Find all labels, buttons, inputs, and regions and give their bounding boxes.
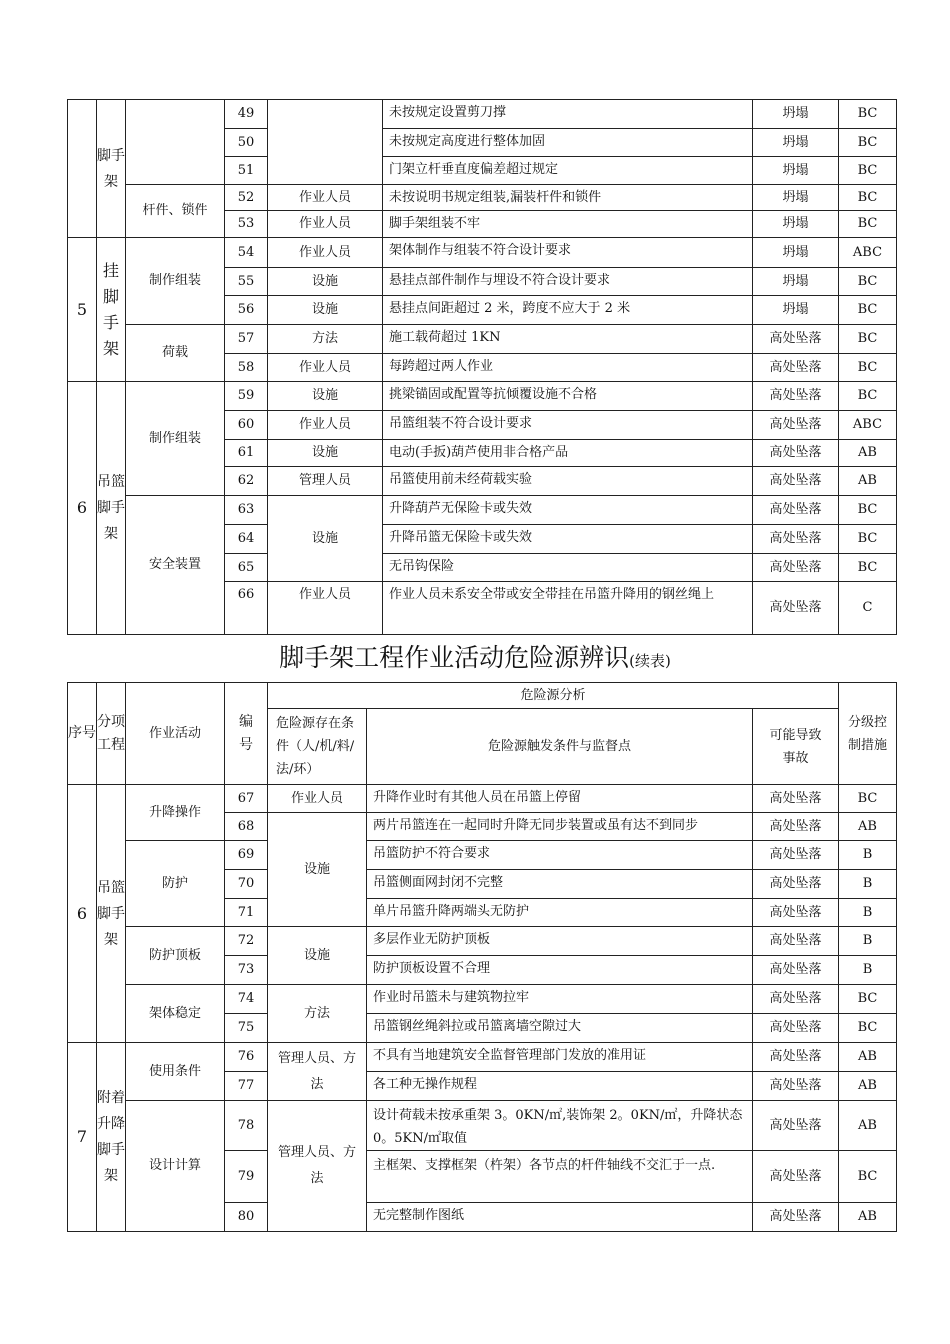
num-cell: 51: [225, 157, 268, 185]
control-cell: AB: [839, 1101, 897, 1151]
item-cell: 附着升降脚手架: [97, 1043, 126, 1232]
control-cell: BC: [839, 554, 897, 582]
num-cell: 66: [225, 582, 268, 635]
accident-cell: 高处坠落: [753, 411, 839, 440]
accident-cell: 坍塌: [753, 129, 839, 157]
num-cell: 76: [225, 1043, 268, 1072]
trigger-cell: 无完整制作图纸: [367, 1203, 753, 1232]
seq-cell: [68, 100, 97, 238]
header-num: 编号: [225, 683, 268, 785]
num-cell: 65: [225, 554, 268, 582]
table-row: [68, 382, 897, 411]
control-cell: BC: [839, 496, 897, 525]
trigger-cell: 施工载荷超过 1KN: [383, 325, 753, 354]
accident-cell: 高处坠落: [753, 1203, 839, 1232]
trigger-cell: 升降葫芦无保险卡或失效: [383, 496, 753, 525]
control-cell: BC: [839, 785, 897, 813]
num-cell: 77: [225, 1072, 268, 1101]
num-cell: 74: [225, 985, 268, 1014]
header-item: 分项工程: [97, 683, 126, 785]
trigger-cell: 悬挂点间距超过 2 米，跨度不应大于 2 米: [383, 296, 753, 325]
accident-cell: 高处坠落: [753, 870, 839, 899]
control-cell: C: [839, 582, 897, 635]
trigger-cell: 设计荷载未按承重架 3。0KN/㎡,装饰架 2。0KN/㎡，升降状态 0。5KN/㎡取值: [367, 1101, 753, 1151]
trigger-cell: 每跨超过两人作业: [383, 354, 753, 382]
condition-cell: 作业人员: [268, 785, 367, 813]
condition-cell: 管理人员: [268, 467, 383, 496]
seq-cell: 6: [68, 382, 97, 635]
control-cell: AB: [839, 1203, 897, 1232]
trigger-cell: 门架立杆垂直度偏差超过规定: [383, 157, 753, 185]
trigger-cell: 防护顶板设置不合理: [367, 956, 753, 985]
header-analysis: 危险源分析: [268, 683, 839, 709]
title-suffix: (续表): [629, 652, 671, 670]
seq-cell: 6: [68, 785, 97, 1043]
accident-cell: 高处坠落: [753, 785, 839, 813]
header-seq: 序号: [68, 683, 97, 785]
seq-cell: 5: [68, 238, 97, 382]
item-cell: 吊篮脚手架: [97, 382, 126, 635]
control-cell: BC: [839, 985, 897, 1014]
header-trigger: 危险源触发条件与监督点: [367, 709, 753, 785]
table-row: [68, 185, 897, 211]
num-cell: 73: [225, 956, 268, 985]
num-cell: 68: [225, 813, 268, 841]
activity-cell: 防护: [126, 841, 225, 927]
accident-cell: 高处坠落: [753, 813, 839, 841]
condition-cell: 作业人员: [268, 582, 383, 635]
activity-cell: 升降操作: [126, 785, 225, 841]
trigger-cell: 电动(手扳)葫芦使用非合格产品: [383, 440, 753, 467]
control-cell: BC: [839, 211, 897, 238]
header-condition: 危险源存在条件（人/机/料/法/环）: [268, 709, 367, 785]
accident-cell: 高处坠落: [753, 1101, 839, 1151]
num-cell: 69: [225, 841, 268, 870]
control-cell: AB: [839, 467, 897, 496]
num-cell: 78: [225, 1101, 268, 1151]
control-cell: ABC: [839, 411, 897, 440]
control-cell: B: [839, 927, 897, 956]
condition-cell: 作业人员: [268, 411, 383, 440]
control-cell: B: [839, 899, 897, 927]
accident-cell: 高处坠落: [753, 467, 839, 496]
condition-cell: [268, 100, 383, 185]
seq-cell: 7: [68, 1043, 97, 1232]
control-cell: BC: [839, 1151, 897, 1203]
hazard-table-part1: [67, 99, 897, 635]
trigger-cell: 单片吊篮升降两端头无防护: [367, 899, 753, 927]
trigger-cell: 吊篮钢丝绳斜拉或吊篮离墙空隙过大: [367, 1014, 753, 1043]
num-cell: 75: [225, 1014, 268, 1043]
activity-cell: 防护顶板: [126, 927, 225, 985]
accident-cell: 坍塌: [753, 268, 839, 296]
control-cell: BC: [839, 382, 897, 411]
condition-cell: 作业人员: [268, 185, 383, 211]
control-cell: BC: [839, 325, 897, 354]
accident-cell: 高处坠落: [753, 1151, 839, 1203]
num-cell: 55: [225, 268, 268, 296]
accident-cell: 高处坠落: [753, 1072, 839, 1101]
header-accident: 可能导致事故: [753, 709, 839, 785]
accident-cell: 高处坠落: [753, 440, 839, 467]
control-cell: BC: [839, 1014, 897, 1043]
trigger-cell: 吊篮侧面网封闭不完整: [367, 870, 753, 899]
activity-cell: 架体稳定: [126, 985, 225, 1043]
accident-cell: 高处坠落: [753, 985, 839, 1014]
condition-cell: 设施: [268, 440, 383, 467]
condition-cell: 作业人员: [268, 238, 383, 268]
trigger-cell: 吊篮使用前未经荷载实验: [383, 467, 753, 496]
accident-cell: 高处坠落: [753, 927, 839, 956]
num-cell: 71: [225, 899, 268, 927]
trigger-cell: 升降吊篮无保险卡或失效: [383, 525, 753, 554]
control-cell: AB: [839, 1043, 897, 1072]
item-cell: 吊篮脚手架: [97, 785, 126, 1043]
table-row: [68, 841, 897, 870]
accident-cell: 高处坠落: [753, 354, 839, 382]
num-cell: 56: [225, 296, 268, 325]
trigger-cell: 吊篮组装不符合设计要求: [383, 411, 753, 440]
num-cell: 59: [225, 382, 268, 411]
condition-cell: 方法: [268, 985, 367, 1043]
num-cell: 49: [225, 100, 268, 129]
table-row: [68, 238, 897, 268]
table-row: [68, 100, 897, 129]
accident-cell: 高处坠落: [753, 554, 839, 582]
item-cell: 脚手架: [97, 100, 126, 238]
num-cell: 52: [225, 185, 268, 211]
num-cell: 79: [225, 1151, 268, 1203]
trigger-cell: 吊篮防护不符合要求: [367, 841, 753, 870]
control-cell: BC: [839, 296, 897, 325]
table-row: [68, 785, 897, 813]
activity-cell: 安全装置: [126, 496, 225, 635]
num-cell: 50: [225, 129, 268, 157]
num-cell: 58: [225, 354, 268, 382]
trigger-cell: 未按说明书规定组装,漏装杆件和锁件: [383, 185, 753, 211]
accident-cell: 高处坠落: [753, 582, 839, 635]
page-title: [0, 640, 950, 679]
accident-cell: 高处坠落: [753, 1043, 839, 1072]
trigger-cell: 未按规定高度进行整体加固: [383, 129, 753, 157]
trigger-cell: 架体制作与组装不符合设计要求: [383, 238, 753, 268]
activity-cell: 设计计算: [126, 1101, 225, 1232]
hazard-table-part2: [67, 682, 897, 1232]
accident-cell: 坍塌: [753, 100, 839, 129]
condition-cell: 设施: [268, 813, 367, 927]
accident-cell: 高处坠落: [753, 841, 839, 870]
table-header-row: [68, 683, 897, 709]
condition-cell: 作业人员: [268, 211, 383, 238]
condition-cell: 设施: [268, 296, 383, 325]
trigger-cell: 作业人员未系安全带或安全带挂在吊篮升降用的钢丝绳上: [383, 582, 753, 635]
control-cell: BC: [839, 268, 897, 296]
accident-cell: 高处坠落: [753, 325, 839, 354]
control-cell: B: [839, 870, 897, 899]
table-row: [68, 325, 897, 354]
trigger-cell: 悬挂点部件制作与埋设不符合设计要求: [383, 268, 753, 296]
condition-cell: 管理人员、方法: [268, 1043, 367, 1101]
accident-cell: 坍塌: [753, 185, 839, 211]
header-activity: 作业活动: [126, 683, 225, 785]
accident-cell: 高处坠落: [753, 956, 839, 985]
title-text: 脚手架工程作业活动危险源辨识: [279, 643, 630, 672]
trigger-cell: 两片吊篮连在一起同时升降无同步装置或虽有达不到同步: [367, 813, 753, 841]
condition-cell: 设施: [268, 927, 367, 985]
activity-cell: [126, 100, 225, 185]
accident-cell: 高处坠落: [753, 1014, 839, 1043]
num-cell: 53: [225, 211, 268, 238]
table-row: [68, 1101, 897, 1151]
table-row: [68, 496, 897, 525]
item-cell: 挂脚手架: [97, 238, 126, 382]
table-row: [68, 1043, 897, 1072]
accident-cell: 坍塌: [753, 238, 839, 268]
activity-cell: 荷载: [126, 325, 225, 382]
num-cell: 67: [225, 785, 268, 813]
num-cell: 62: [225, 467, 268, 496]
condition-cell: 设施: [268, 268, 383, 296]
activity-cell: 使用条件: [126, 1043, 225, 1101]
trigger-cell: 脚手架组装不牢: [383, 211, 753, 238]
control-cell: B: [839, 841, 897, 870]
condition-cell: 设施: [268, 496, 383, 582]
num-cell: 72: [225, 927, 268, 956]
control-cell: BC: [839, 157, 897, 185]
control-cell: AB: [839, 813, 897, 841]
trigger-cell: 主框架、支撑框架（杵架）各节点的杆件轴线不交汇于一点.: [367, 1151, 753, 1203]
activity-cell: 杆件、锁件: [126, 185, 225, 238]
control-cell: AB: [839, 1072, 897, 1101]
control-cell: B: [839, 956, 897, 985]
accident-cell: 坍塌: [753, 296, 839, 325]
trigger-cell: 各工种无操作规程: [367, 1072, 753, 1101]
num-cell: 70: [225, 870, 268, 899]
num-cell: 63: [225, 496, 268, 525]
activity-cell: 制作组装: [126, 238, 225, 325]
header-control: 分级控制措施: [839, 683, 897, 785]
condition-cell: 作业人员: [268, 354, 383, 382]
control-cell: BC: [839, 185, 897, 211]
num-cell: 64: [225, 525, 268, 554]
control-cell: BC: [839, 354, 897, 382]
control-cell: BC: [839, 100, 897, 129]
accident-cell: 坍塌: [753, 211, 839, 238]
trigger-cell: 作业时吊篮未与建筑物拉牢: [367, 985, 753, 1014]
accident-cell: 坍塌: [753, 157, 839, 185]
trigger-cell: 未按规定设置剪刀撑: [383, 100, 753, 129]
table-row: [68, 927, 897, 956]
condition-cell: 管理人员、方法: [268, 1101, 367, 1232]
control-cell: ABC: [839, 238, 897, 268]
control-cell: BC: [839, 525, 897, 554]
accident-cell: 高处坠落: [753, 496, 839, 525]
accident-cell: 高处坠落: [753, 382, 839, 411]
accident-cell: 高处坠落: [753, 899, 839, 927]
num-cell: 57: [225, 325, 268, 354]
trigger-cell: 无吊钩保险: [383, 554, 753, 582]
num-cell: 54: [225, 238, 268, 268]
trigger-cell: 不具有当地建筑安全监督管理部门发放的准用证: [367, 1043, 753, 1072]
trigger-cell: 升降作业时有其他人员在吊篮上停留: [367, 785, 753, 813]
condition-cell: 方法: [268, 325, 383, 354]
table-row: [68, 985, 897, 1014]
num-cell: 61: [225, 440, 268, 467]
control-cell: BC: [839, 129, 897, 157]
num-cell: 80: [225, 1203, 268, 1232]
activity-cell: 制作组装: [126, 382, 225, 496]
control-cell: AB: [839, 440, 897, 467]
accident-cell: 高处坠落: [753, 525, 839, 554]
trigger-cell: 多层作业无防护顶板: [367, 927, 753, 956]
num-cell: 60: [225, 411, 268, 440]
condition-cell: 设施: [268, 382, 383, 411]
trigger-cell: 挑梁锚固或配置等抗倾覆设施不合格: [383, 382, 753, 411]
